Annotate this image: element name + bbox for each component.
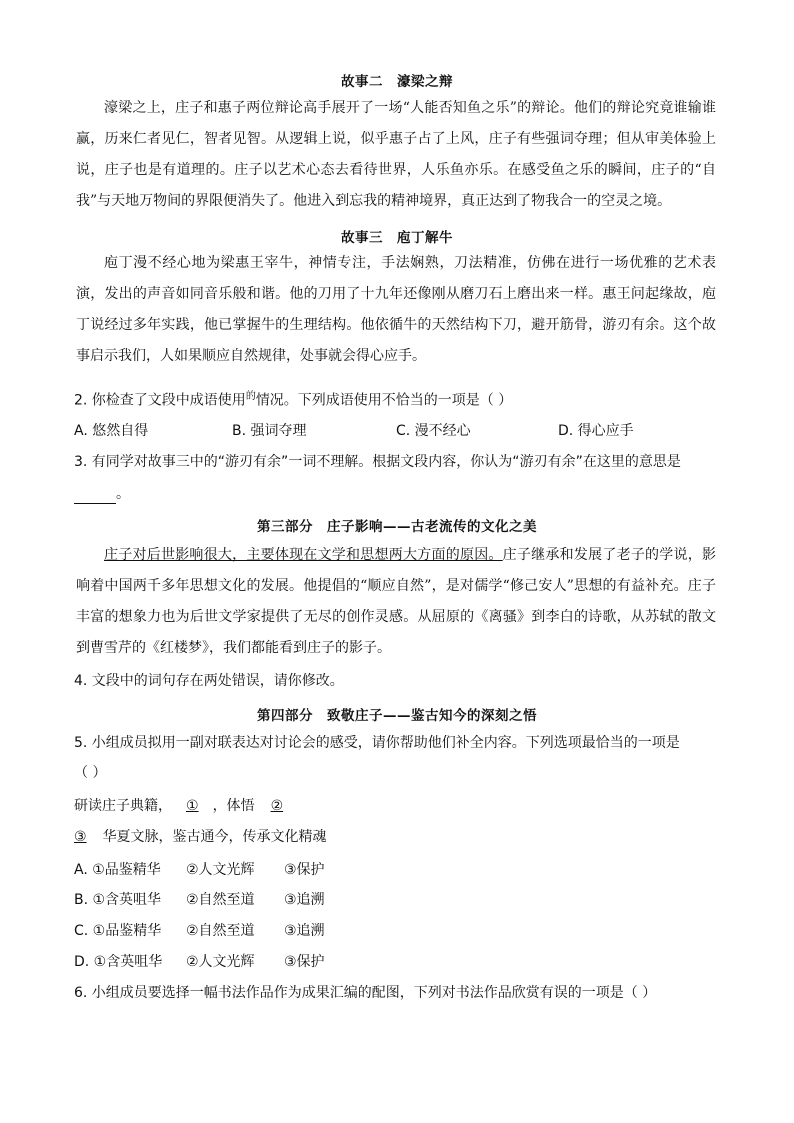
story3-paragraph-block [76, 248, 716, 372]
question-6 [74, 983, 724, 1003]
option-d-col3: ③保护 [284, 954, 325, 970]
question-5-paren-line [74, 763, 724, 783]
part4-heading-label: 第四部分 [257, 708, 313, 724]
question-5-option-b[interactable] [74, 889, 714, 909]
couplet-blank-2[interactable]: ② [270, 798, 284, 814]
part3-paragraph [76, 540, 716, 664]
question-2-stray-char: 的 [245, 391, 256, 402]
couplet-line-1-a: 研读庄子典籍， [74, 798, 172, 814]
story3-paragraph: 庖丁漫不经心地为梁惠王宰牛，神情专注，手法娴熟，刀法精准，仿佛在进行一场优雅的艺术表演，发出的声音如同音乐般和谐。他的刀用了十九年还像刚从磨刀石上磨出来一样。惠王问起缘故，庖丁说经过多年实践，他已掌握牛的生理结构。他依循牛的天然结构下刀，避开筋骨，游刃有余。这个故事启示我们，人如果顺应自然规律，处事就会得心应手。 [76, 255, 716, 364]
story3-heading [0, 226, 794, 246]
question-5-option-d[interactable] [74, 951, 714, 971]
story3-heading-title: 庖丁解牛 [397, 230, 453, 246]
question-5-answer-paren[interactable]: （ ） [74, 765, 107, 781]
question-3-end: 。 [116, 486, 130, 502]
question-2-options [74, 420, 714, 440]
question-5-option-c[interactable] [74, 920, 714, 940]
question-5 [74, 733, 724, 753]
question-5-option-a[interactable] [74, 859, 714, 879]
question-3 [74, 452, 724, 472]
couplet-blank-1[interactable]: ① [186, 798, 199, 814]
couplet-line-1 [74, 796, 724, 816]
option-b-col1: B. ①含英咀华 [74, 892, 162, 908]
part3-paragraph-block [76, 540, 716, 664]
option-a-col1: A. ①品鉴精华 [74, 862, 161, 878]
part4-heading [0, 704, 794, 724]
couplet-line-2 [74, 827, 724, 847]
part3-underlined-sentence: 庄子对后世影响很大，主要体现在文学和思想两大方面的原因。 [104, 547, 503, 563]
question-3-text: 3. 有同学对故事三中的“游刃有余”一词不理解。根据文段内容，你认为“游刃有余”在这里的意思是 [74, 454, 681, 470]
couplet-line-2-b: 华夏文脉，鉴古通今，传承文化精魂 [102, 829, 327, 845]
option-c-col1: C. ①品鉴精华 [74, 923, 162, 939]
question-5-text: 5. 小组成员拟用一副对联表达对讨论会的感受，请你帮助他们补全内容。下列选项最恰当的一项是 [74, 735, 680, 751]
question-2 [74, 387, 724, 411]
option-d-col1: D. ①含英咀华 [74, 954, 163, 970]
part3-paragraph-rest: 庄子继承和发展了老子的学说，影响着中国两千多年思想文化的发展。他提倡的“顺应自然”，是对儒学“修己安人”思想的有益补充。庄子丰富的想象力也为后世文学家提供了无尽的创作灵感。从屈原的《离骚》到李白的诗歌，从苏轼的散文到曹雪芹的《红楼梦》，我们都能看到庄子的影子。 [76, 547, 717, 656]
question-2-option-c[interactable]: C. 漫不经心 [396, 423, 471, 439]
story3-heading-num: 故事三 [341, 230, 383, 246]
question-2-option-d[interactable]: D. 得心应手 [558, 423, 634, 439]
part3-heading-title: 庄子影响——古老流传的文化之美 [327, 519, 537, 535]
option-b-col2: ②自然至道 [186, 892, 255, 908]
question-6-text: 6. 小组成员要选择一幅书法作品作为成果汇编的配图，下列对书法作品欣赏有误的一项是（ ） [74, 985, 657, 1001]
option-a-col2: ②人文光辉 [186, 862, 255, 878]
story2-paragraph-block [76, 93, 716, 217]
part3-heading-label: 第三部分 [257, 519, 313, 535]
option-a-col3: ③保护 [284, 862, 325, 878]
question-2-text-a: 2. 你检查了文段中成语使用 [74, 392, 246, 409]
story2-paragraph: 濠梁之上，庄子和惠子两位辩论高手展开了一场“人能否知鱼之乐”的辩论。他们的辩论究竟谁输谁赢，历来仁者见仁，智者见智。从逻辑上说，似乎惠子占了上风，庄子有些强词夺理；但从审美体验上说，庄子也是有道理的。庄子以艺术心态去看待世界，人乐鱼亦乐。在感受鱼之乐的瞬间，庄子的“自我”与天地万物间的界限便消失了。他进入到忘我的精神境界，真正达到了物我合一的空灵之境。 [76, 100, 716, 209]
couplet-blank-3[interactable]: ③ [74, 829, 87, 845]
option-d-col2: ②人文光辉 [186, 954, 255, 970]
story2-heading-num: 故事二 [341, 74, 383, 90]
option-b-col3: ③追溯 [284, 892, 325, 908]
story2-heading-title: 濠梁之辩 [397, 74, 453, 90]
part3-heading [0, 515, 794, 535]
part4-heading-title: 致敬庄子——鉴古知今的深刻之悟 [327, 708, 537, 724]
option-c-col3: ③追溯 [284, 923, 325, 939]
question-3-answer-blank[interactable] [74, 487, 116, 504]
couplet-line-1-b: ，体悟 [212, 798, 255, 814]
question-2-text-b: 情况。下列成语使用不恰当的一项是（ ） [255, 392, 513, 409]
question-3-answer-line [74, 484, 724, 504]
question-2-option-a[interactable]: A. 悠然自得 [74, 423, 149, 439]
question-4-text: 4. 文段中的词句存在两处错误，请你修改。 [74, 673, 344, 689]
option-c-col2: ②自然至道 [186, 923, 255, 939]
question-4 [74, 671, 724, 691]
story2-heading [0, 70, 794, 90]
question-2-option-b[interactable]: B. 强词夺理 [232, 423, 307, 439]
